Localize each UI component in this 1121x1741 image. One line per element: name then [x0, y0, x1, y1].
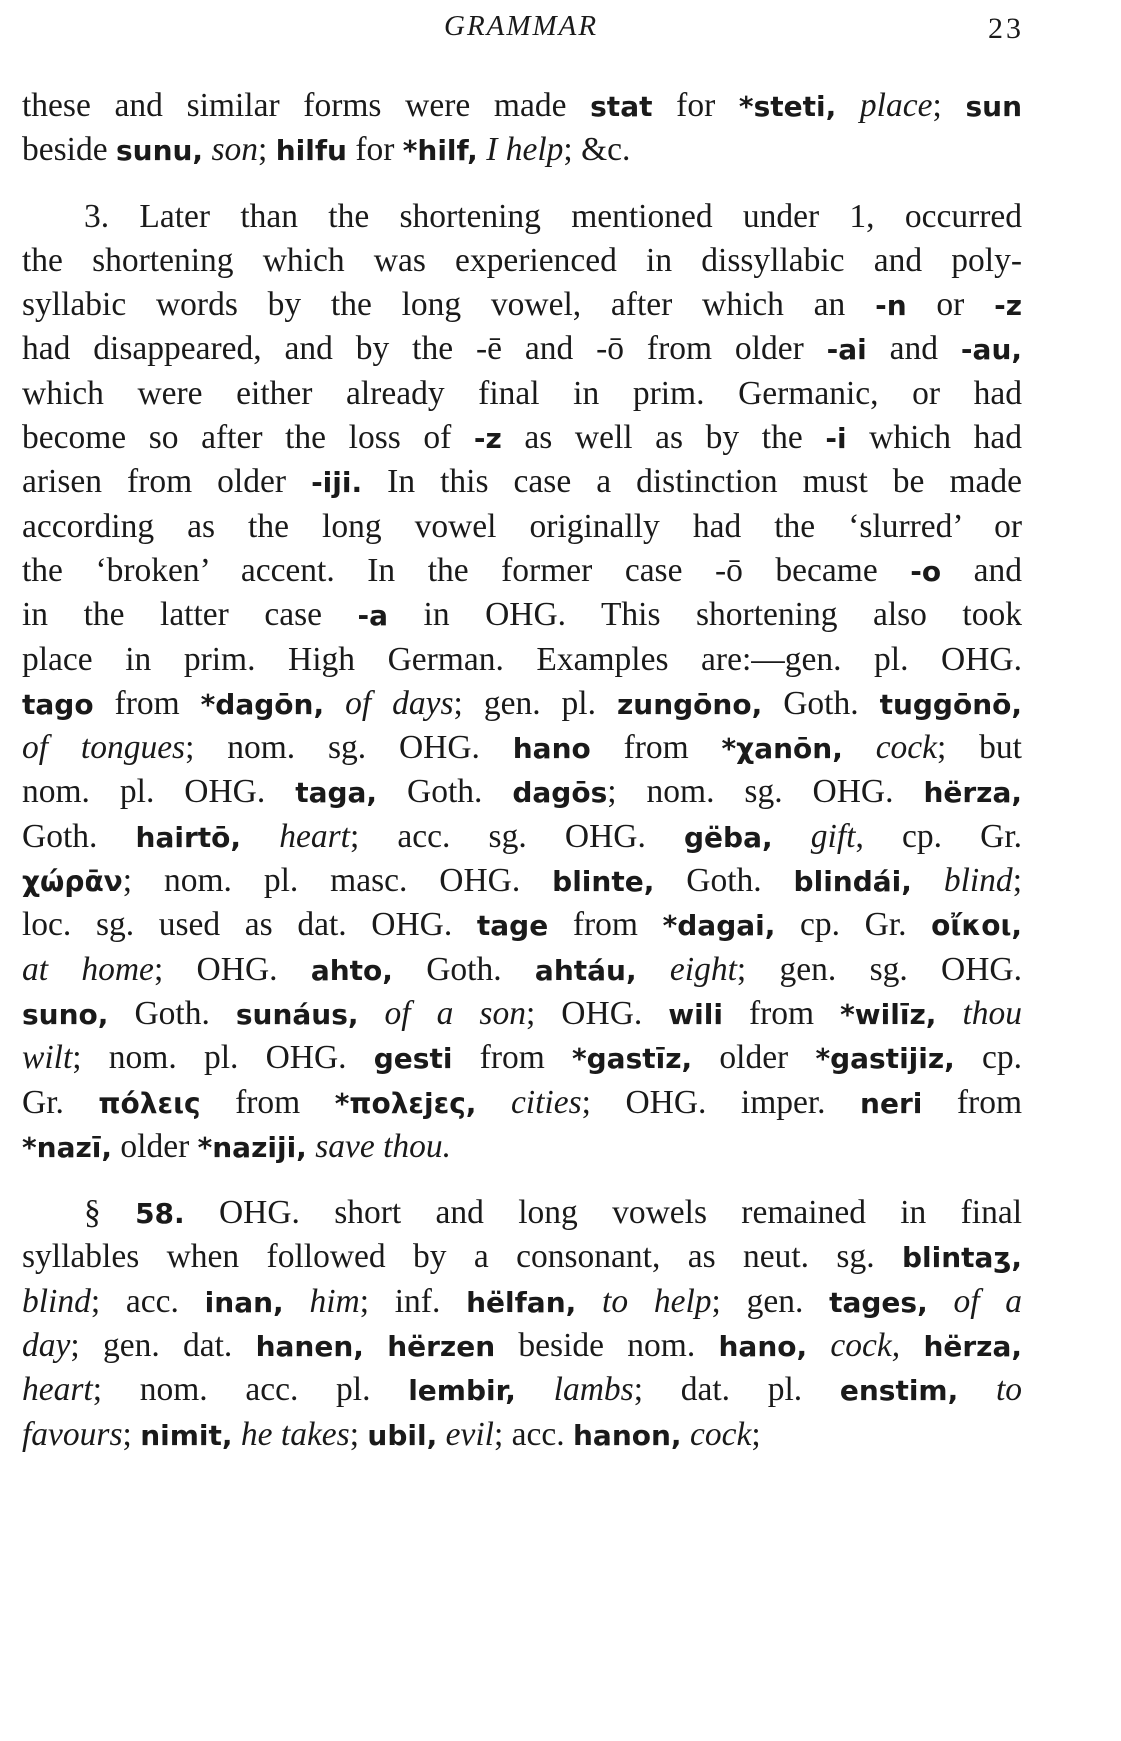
text-run: ; — [932, 87, 966, 124]
gloss: at home — [22, 950, 154, 988]
paragraph-gap — [22, 173, 1022, 195]
headword: hanon, — [573, 1418, 682, 1452]
gloss: of tongues — [22, 729, 186, 767]
text-run: 3. Later than the shortening mentioned under 1, occurred — [84, 197, 1022, 235]
page-number: 23 — [988, 12, 1024, 45]
gloss: day — [22, 1327, 71, 1365]
text-run: ; acc. — [493, 1415, 573, 1453]
headword: *dagōn, — [200, 687, 325, 721]
text-line — [22, 1036, 1022, 1080]
headword: neri — [860, 1086, 923, 1120]
text-run: Goth. — [654, 862, 794, 900]
text-run: ; dat. pl. — [633, 1371, 840, 1409]
text-run: which were either already final in prim. Germanic, or had — [22, 374, 1022, 412]
headword: stat — [590, 90, 653, 123]
text-run — [478, 131, 486, 168]
text-run: according as the long vowel originally had the ‘slurred’ or — [22, 507, 1022, 545]
headword: *χanōn, — [721, 732, 843, 766]
text-line — [22, 1413, 1022, 1457]
text-line — [22, 549, 1022, 593]
headword: *gastīz, — [572, 1042, 693, 1076]
headword: suno, — [22, 997, 109, 1031]
text-run: arisen from older — [22, 463, 312, 501]
text-run — [928, 1283, 954, 1320]
text-run — [359, 995, 385, 1032]
headword: zungōno, — [616, 687, 763, 721]
text-run: ; nom. sg. OHG. — [607, 773, 924, 811]
text-line — [22, 1191, 1022, 1235]
text-line — [22, 948, 1022, 992]
text-run: ; — [122, 1415, 141, 1453]
headword: hërzen — [387, 1330, 496, 1364]
text-run: for — [652, 87, 739, 124]
text-run: from — [93, 684, 201, 722]
text-line — [22, 195, 1022, 239]
text-run: or — [906, 286, 995, 324]
running-head: GRAMMAR — [444, 10, 599, 42]
text-run: cp. — [954, 1039, 1023, 1077]
headword: sunu, — [115, 134, 204, 168]
text-run — [437, 1416, 445, 1453]
gloss: of days — [345, 684, 454, 722]
gloss: cities — [510, 1083, 582, 1121]
headword: hairtō, — [135, 820, 242, 854]
text-run: Goth. — [22, 817, 136, 855]
text-run: ; nom. acc. pl. — [92, 1371, 409, 1409]
text-run — [773, 818, 811, 855]
text-line — [22, 327, 1022, 371]
text-run: ; acc. — [90, 1282, 205, 1320]
text-line — [22, 815, 1022, 859]
text-run: from — [548, 906, 663, 944]
headword: hërza, — [923, 776, 1023, 810]
text-run: loc. sg. used as dat. OHG. — [22, 906, 477, 944]
text-run — [284, 1283, 310, 1320]
text-run: ; OHG. — [153, 950, 311, 988]
headword: inan, — [204, 1285, 284, 1319]
text-run: syllables when followed by a consonant, as neut. sg. — [22, 1238, 902, 1276]
text-run: from — [590, 729, 722, 767]
text-run — [936, 995, 962, 1032]
text-run — [836, 87, 860, 124]
text-run: and — [866, 330, 961, 368]
page-header — [24, 10, 1024, 50]
headword: *wilīz, — [840, 997, 937, 1031]
headword: *steti, — [738, 90, 837, 123]
text-run: the shortening which was experienced in dissyllabic and poly- — [22, 241, 1022, 279]
headword: *πολεјες, — [334, 1086, 477, 1120]
headword: *naziji, — [197, 1130, 307, 1164]
text-run — [576, 1283, 602, 1320]
gloss: blind — [943, 862, 1013, 900]
headword: gëba, — [684, 820, 773, 854]
text-run: ; — [349, 1415, 368, 1453]
body-text — [22, 84, 1022, 1457]
headword: οἴκοι, — [931, 909, 1022, 943]
text-run — [476, 1084, 511, 1121]
gloss: to help — [602, 1282, 712, 1320]
headword: -o — [910, 554, 942, 588]
headword: -a — [357, 599, 389, 633]
text-run: Goth. — [762, 684, 880, 722]
text-line — [22, 460, 1022, 504]
headword: hilfu — [275, 134, 347, 168]
text-line — [22, 1280, 1022, 1324]
text-run: in OHG. This shortening also took — [388, 596, 1022, 634]
text-run — [233, 1416, 241, 1453]
headword: ahto, — [310, 953, 393, 987]
headword: sun — [965, 90, 1023, 123]
text-run: ; acc. sg. OHG. — [349, 817, 684, 855]
gloss: save thou. — [315, 1127, 452, 1165]
headword: hanen, — [255, 1330, 364, 1364]
text-run: place in prim. High German. Examples are:—gen. pl. OHG. — [22, 640, 1022, 678]
text-run: ; — [751, 1415, 761, 1453]
text-line — [22, 239, 1022, 283]
text-run — [364, 1327, 387, 1364]
text-run: beside nom. — [495, 1327, 719, 1365]
text-run: Goth. — [108, 994, 236, 1032]
headword: dagōs — [512, 776, 608, 810]
text-run: beside — [22, 131, 116, 169]
text-run: from — [722, 994, 841, 1032]
gloss: of a son — [384, 994, 526, 1032]
text-run: the ‘broken’ accent. In the former case -ō became — [22, 551, 911, 589]
headword: hërza, — [923, 1330, 1022, 1364]
headword: hano — [512, 732, 591, 766]
gloss: gift — [810, 817, 856, 855]
text-line — [22, 84, 1022, 128]
headword: -n — [875, 289, 907, 323]
text-run: these and similar forms were made — [22, 87, 591, 124]
text-run: ; inf. — [359, 1282, 467, 1320]
text-line — [22, 992, 1022, 1036]
text-run: ; nom. pl. OHG. — [72, 1039, 374, 1077]
text-run: from — [452, 1039, 572, 1077]
headword: ubil, — [367, 1418, 438, 1452]
text-run: Goth. — [377, 773, 513, 811]
text-line — [22, 372, 1022, 416]
headword: tago — [22, 687, 94, 721]
text-run — [843, 729, 876, 766]
text-line — [22, 1368, 1022, 1412]
headword: χώρᾱν — [22, 865, 123, 899]
text-line — [22, 1081, 1022, 1125]
text-line — [22, 770, 1022, 814]
text-line — [22, 593, 1022, 637]
text-run: ; nom. pl. masc. OHG. — [122, 862, 553, 900]
text-line — [22, 1235, 1022, 1279]
text-run: ; gen. pl. — [453, 684, 617, 722]
text-run: syllabic words by the long vowel, after which an — [22, 286, 876, 324]
gloss: blind — [22, 1282, 91, 1320]
headword: -z — [473, 422, 502, 456]
text-run: In this case a distinction must be made — [362, 463, 1022, 501]
text-run: had disappeared, and by the -ē and -ō from older — [22, 330, 827, 368]
text-run — [307, 1128, 315, 1165]
gloss: evil — [445, 1415, 494, 1453]
text-run: and — [941, 551, 1022, 589]
headword: 58. — [135, 1197, 185, 1231]
text-run: nom. pl. OHG. — [22, 773, 296, 811]
text-run — [324, 685, 345, 722]
text-run: ; OHG. imper. — [581, 1083, 861, 1121]
headword: -ai — [826, 333, 867, 367]
text-line — [22, 682, 1022, 726]
headword: ahtáu, — [534, 953, 637, 987]
text-run — [807, 1327, 830, 1364]
gloss: cock — [689, 1415, 752, 1453]
headword: -iji. — [311, 466, 363, 500]
gloss: to — [995, 1371, 1023, 1409]
gloss: cock — [875, 729, 938, 767]
headword: nimit, — [140, 1418, 233, 1452]
text-run: ; gen. sg. OHG. — [736, 950, 1023, 988]
text-line — [22, 859, 1022, 903]
paragraph-gap — [22, 1169, 1022, 1191]
headword: lembir, — [408, 1374, 516, 1408]
gloss: he takes — [240, 1415, 350, 1453]
gloss: lambs — [553, 1371, 634, 1409]
headword: tuggōnō, — [879, 687, 1023, 721]
headword: blinte, — [552, 865, 655, 899]
headword: tages, — [829, 1285, 928, 1319]
text-run: which had — [846, 419, 1022, 457]
text-run: Gr. — [22, 1083, 99, 1121]
text-run: older — [112, 1127, 198, 1165]
text-run: ; gen. — [711, 1282, 830, 1320]
gloss: wilt — [22, 1039, 73, 1077]
gloss: him — [309, 1282, 360, 1320]
gloss: son — [211, 131, 258, 169]
gloss: favours — [22, 1415, 123, 1453]
text-line — [22, 903, 1022, 947]
text-line — [22, 416, 1022, 460]
headword: *nazī, — [22, 1130, 113, 1164]
headword: tage — [476, 909, 549, 943]
text-run: for — [346, 131, 403, 169]
headword: -z — [994, 289, 1023, 323]
text-run — [241, 818, 279, 855]
text-run — [900, 1327, 923, 1364]
text-run: as well as by the — [501, 419, 826, 457]
text-run: ; but — [937, 729, 1022, 767]
gloss: cock, — [830, 1327, 901, 1365]
text-run: Goth. — [392, 950, 535, 988]
headword: sunáus, — [235, 997, 359, 1031]
text-run: become so after the loss of — [22, 419, 474, 457]
gloss: thou — [962, 994, 1022, 1032]
text-run — [516, 1371, 554, 1408]
headword: enstim, — [839, 1374, 959, 1408]
gloss: eight — [669, 950, 737, 988]
text-run: cp. Gr. — [775, 906, 932, 944]
text-line — [22, 1125, 1022, 1169]
text-run: ; &c. — [563, 131, 631, 169]
headword: *gastijiz, — [815, 1042, 955, 1076]
text-run: in the latter case — [22, 596, 358, 634]
text-run: ; gen. dat. — [70, 1327, 256, 1365]
gloss: heart — [22, 1371, 93, 1409]
gloss: I help — [486, 131, 564, 169]
text-run: ; — [258, 131, 276, 169]
text-run: ; — [1012, 862, 1022, 900]
text-run — [637, 951, 670, 988]
text-run: , cp. Gr. — [855, 817, 1023, 855]
headword: *dagai, — [662, 909, 776, 943]
text-line — [22, 1324, 1022, 1368]
text-line — [22, 283, 1022, 327]
headword: hëlfan, — [466, 1285, 577, 1319]
text-line — [22, 128, 1022, 172]
text-run: § — [84, 1194, 136, 1232]
text-run — [958, 1371, 996, 1408]
headword: -i — [825, 422, 847, 456]
headword: -au, — [960, 333, 1023, 367]
text-run: OHG. short and long vowels remained in final — [184, 1194, 1023, 1232]
headword: blindái, — [793, 865, 912, 899]
gloss: heart — [279, 817, 350, 855]
text-run: from — [200, 1083, 335, 1121]
text-run: older — [692, 1039, 816, 1077]
headword: taga, — [295, 776, 378, 810]
headword: blintaʒ, — [901, 1241, 1022, 1275]
headword: *hilf, — [402, 134, 478, 168]
text-run: ; OHG. — [525, 994, 669, 1032]
headword: hano, — [718, 1330, 808, 1364]
text-run: from — [922, 1083, 1023, 1121]
text-run — [682, 1416, 690, 1453]
headword: gesti — [373, 1042, 453, 1076]
text-run: ; nom. sg. OHG. — [185, 729, 513, 767]
text-line — [22, 638, 1022, 682]
gloss: of a — [953, 1282, 1023, 1320]
gloss: place — [859, 87, 933, 124]
text-line — [22, 505, 1022, 549]
text-line — [22, 726, 1022, 770]
headword: πόλεις — [98, 1086, 201, 1120]
text-run — [912, 862, 944, 899]
headword: wili — [668, 997, 723, 1031]
